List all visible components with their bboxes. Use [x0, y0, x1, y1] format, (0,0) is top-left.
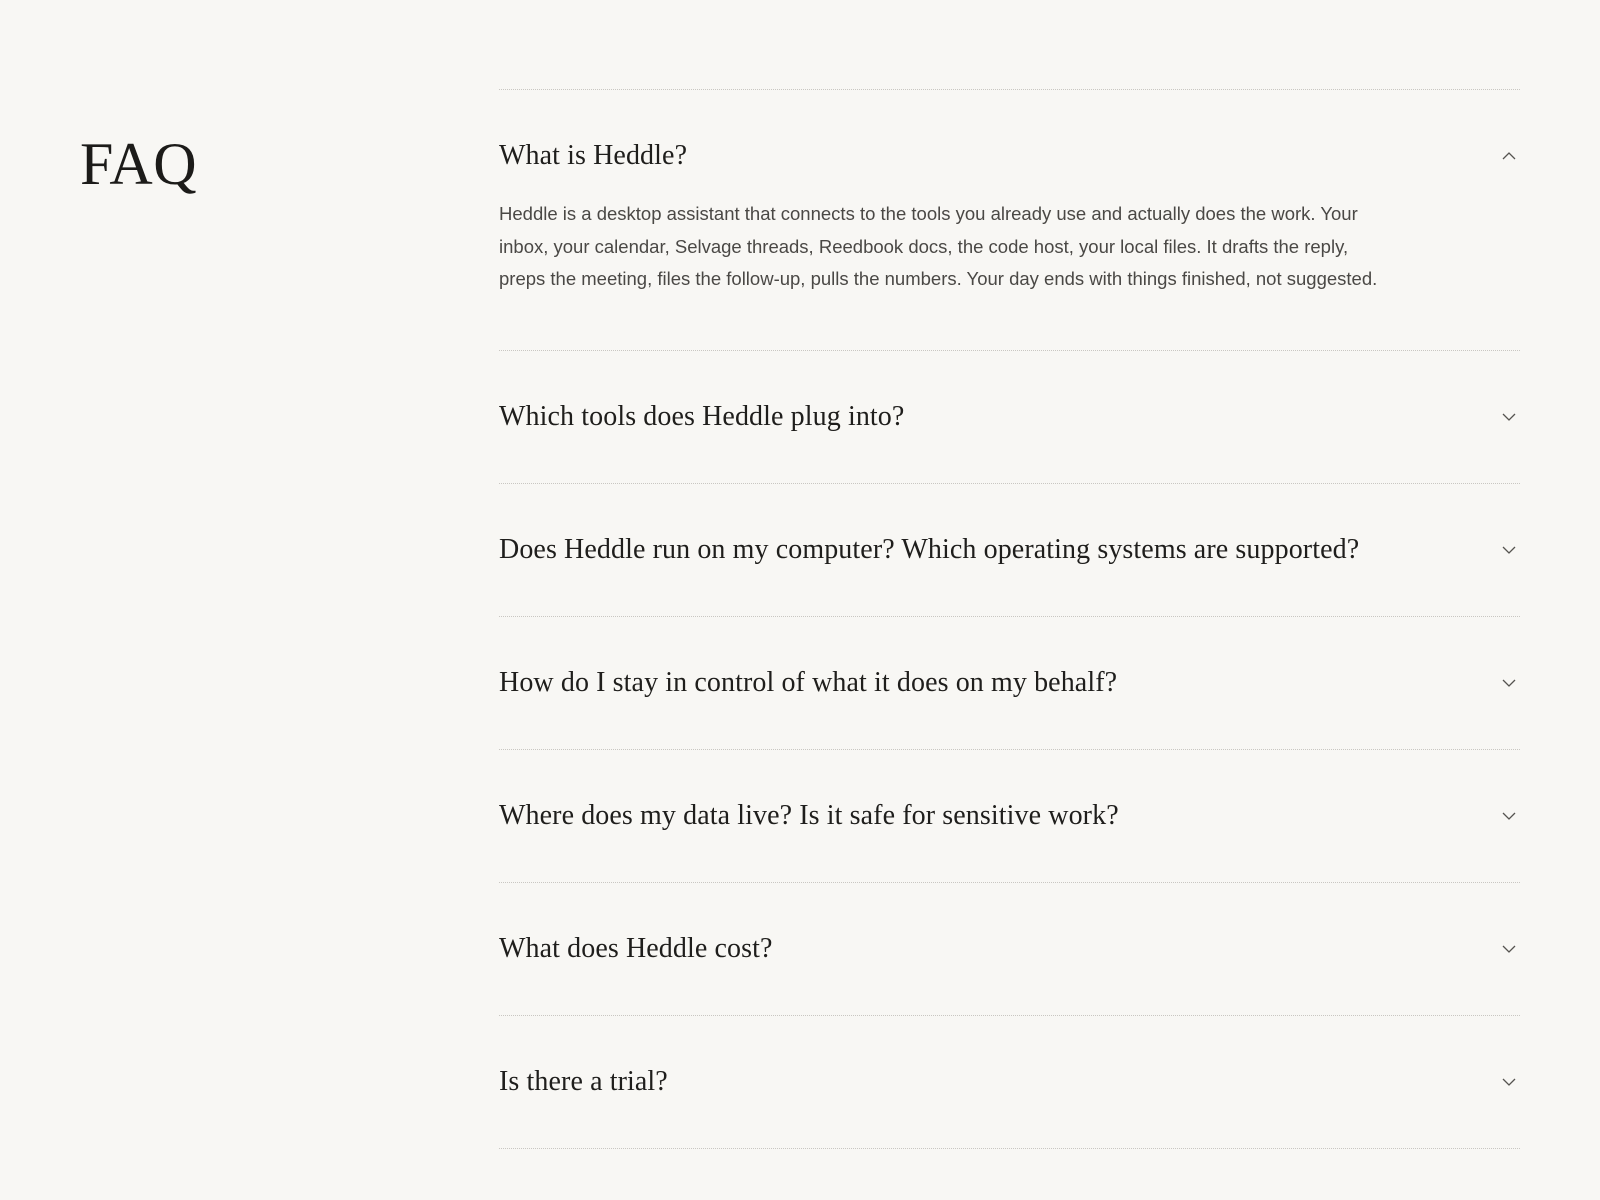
faq-question-toggle[interactable] — [499, 484, 1520, 616]
chevron-down-icon[interactable] — [1498, 672, 1520, 694]
faq-question: What is Heddle? — [499, 140, 688, 171]
faq-item — [499, 89, 1520, 350]
faq-question-toggle[interactable] — [499, 617, 1520, 749]
faq-question: Which tools does Heddle plug into? — [499, 400, 905, 432]
chevron-down-icon[interactable] — [1498, 1071, 1520, 1093]
faq-question: Is there a trial? — [499, 1065, 668, 1097]
faq-item — [499, 616, 1520, 749]
chevron-up-icon[interactable] — [1498, 145, 1520, 167]
faq-question-toggle[interactable] — [499, 750, 1520, 882]
chevron-down-icon[interactable] — [1498, 406, 1520, 428]
page-title: FAQ — [80, 131, 198, 197]
faq-list — [499, 89, 1520, 1149]
chevron-down-icon[interactable] — [1498, 805, 1520, 827]
faq-question: How do I stay in control of what it does on my behalf? — [499, 666, 1118, 698]
faq-question-toggle[interactable] — [499, 883, 1520, 1015]
faq-item — [499, 1015, 1520, 1149]
faq-question: What does Heddle cost? — [499, 932, 773, 964]
faq-answer: Heddle is a desktop assistant that connects to the tools you already use and actually does the work. Your inbox, your calendar, Selvage threads, Reedbook docs, the code host, your local files. It drafts the reply, preps the meeting, files the follow-up, pulls the numbers. Your day ends with things finished, not suggested. — [499, 203, 1378, 289]
faq-item — [499, 749, 1520, 882]
faq-item — [499, 882, 1520, 1015]
chevron-down-icon[interactable] — [1498, 539, 1520, 561]
faq-question-toggle[interactable] — [499, 1016, 1520, 1148]
faq-question: Does Heddle run on my computer? Which operating systems are supported? — [499, 533, 1360, 565]
faq-item — [499, 483, 1520, 616]
chevron-down-icon[interactable] — [1498, 938, 1520, 960]
faq-question-toggle[interactable] — [499, 351, 1520, 483]
faq-question: Where does my data live? Is it safe for sensitive work? — [499, 799, 1119, 831]
faq-item — [499, 350, 1520, 483]
